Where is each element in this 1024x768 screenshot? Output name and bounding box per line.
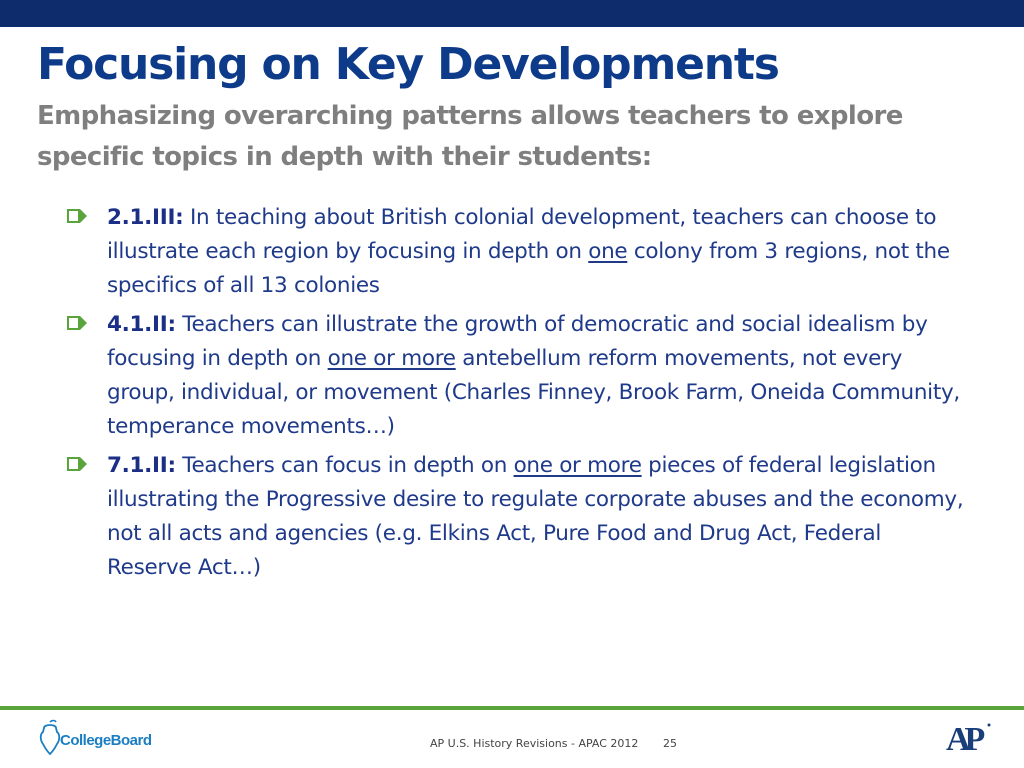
bullet-emphasis: one or more [513, 453, 642, 478]
bullet-text: colony from 3 regions, not the specifics of all 13 colonies [107, 239, 950, 298]
bullet-text: In teaching about British colonial development, teachers can choose to illustrate each region by focusing in depth on [107, 205, 937, 264]
pencil-bullet-icon [67, 316, 87, 330]
bullet-code: 4.1.II: [107, 312, 176, 337]
ap-logo-icon [944, 720, 992, 754]
collegeboard-logo [36, 718, 176, 758]
slide-title: Focusing on Key Developments [37, 39, 779, 90]
top-header-bar [0, 0, 1024, 27]
slide-subtitle: Emphasizing overarching patterns allows teachers to explore specific topics in depth with their students: [37, 101, 903, 172]
ap-logo-text: AP [946, 721, 980, 754]
bullet-emphasis: one or more [327, 346, 456, 371]
bullet-item [0, 308, 967, 444]
footer-divider [0, 706, 1024, 710]
bullet-emphasis: one [588, 239, 628, 264]
bullet-code: 7.1.II: [107, 453, 176, 478]
pencil-bullet-icon [67, 209, 87, 223]
page-number: 25 [663, 737, 677, 750]
bullet-list [0, 201, 1024, 590]
bullet-text: antebellum reform movements, not every group, individual, or movement (Charles Finney, Brook Farm, Oneida Community, temperance movements…) [107, 346, 960, 439]
bullet-text: Teachers can illustrate the growth of democratic and social idealism by focusing in depth on [107, 312, 928, 371]
collegeboard-logo-text: CollegeBoard [60, 732, 152, 749]
bullet-item [0, 449, 967, 585]
pencil-bullet-icon [67, 457, 87, 471]
bullet-item [0, 201, 967, 303]
bullet-text: Teachers can focus in depth on [175, 453, 514, 478]
bullet-code: 2.1.III: [107, 205, 184, 230]
footer-caption: AP U.S. History Revisions - APAC 2012 [430, 737, 639, 750]
bullet-text: pieces of federal legislation illustrating the Progressive desire to regulate corporate abuses and the economy, not all acts and agencies (e.g. Elkins Act, Pure Food and Drug Act, Federal Reserve Act…) [107, 453, 964, 580]
